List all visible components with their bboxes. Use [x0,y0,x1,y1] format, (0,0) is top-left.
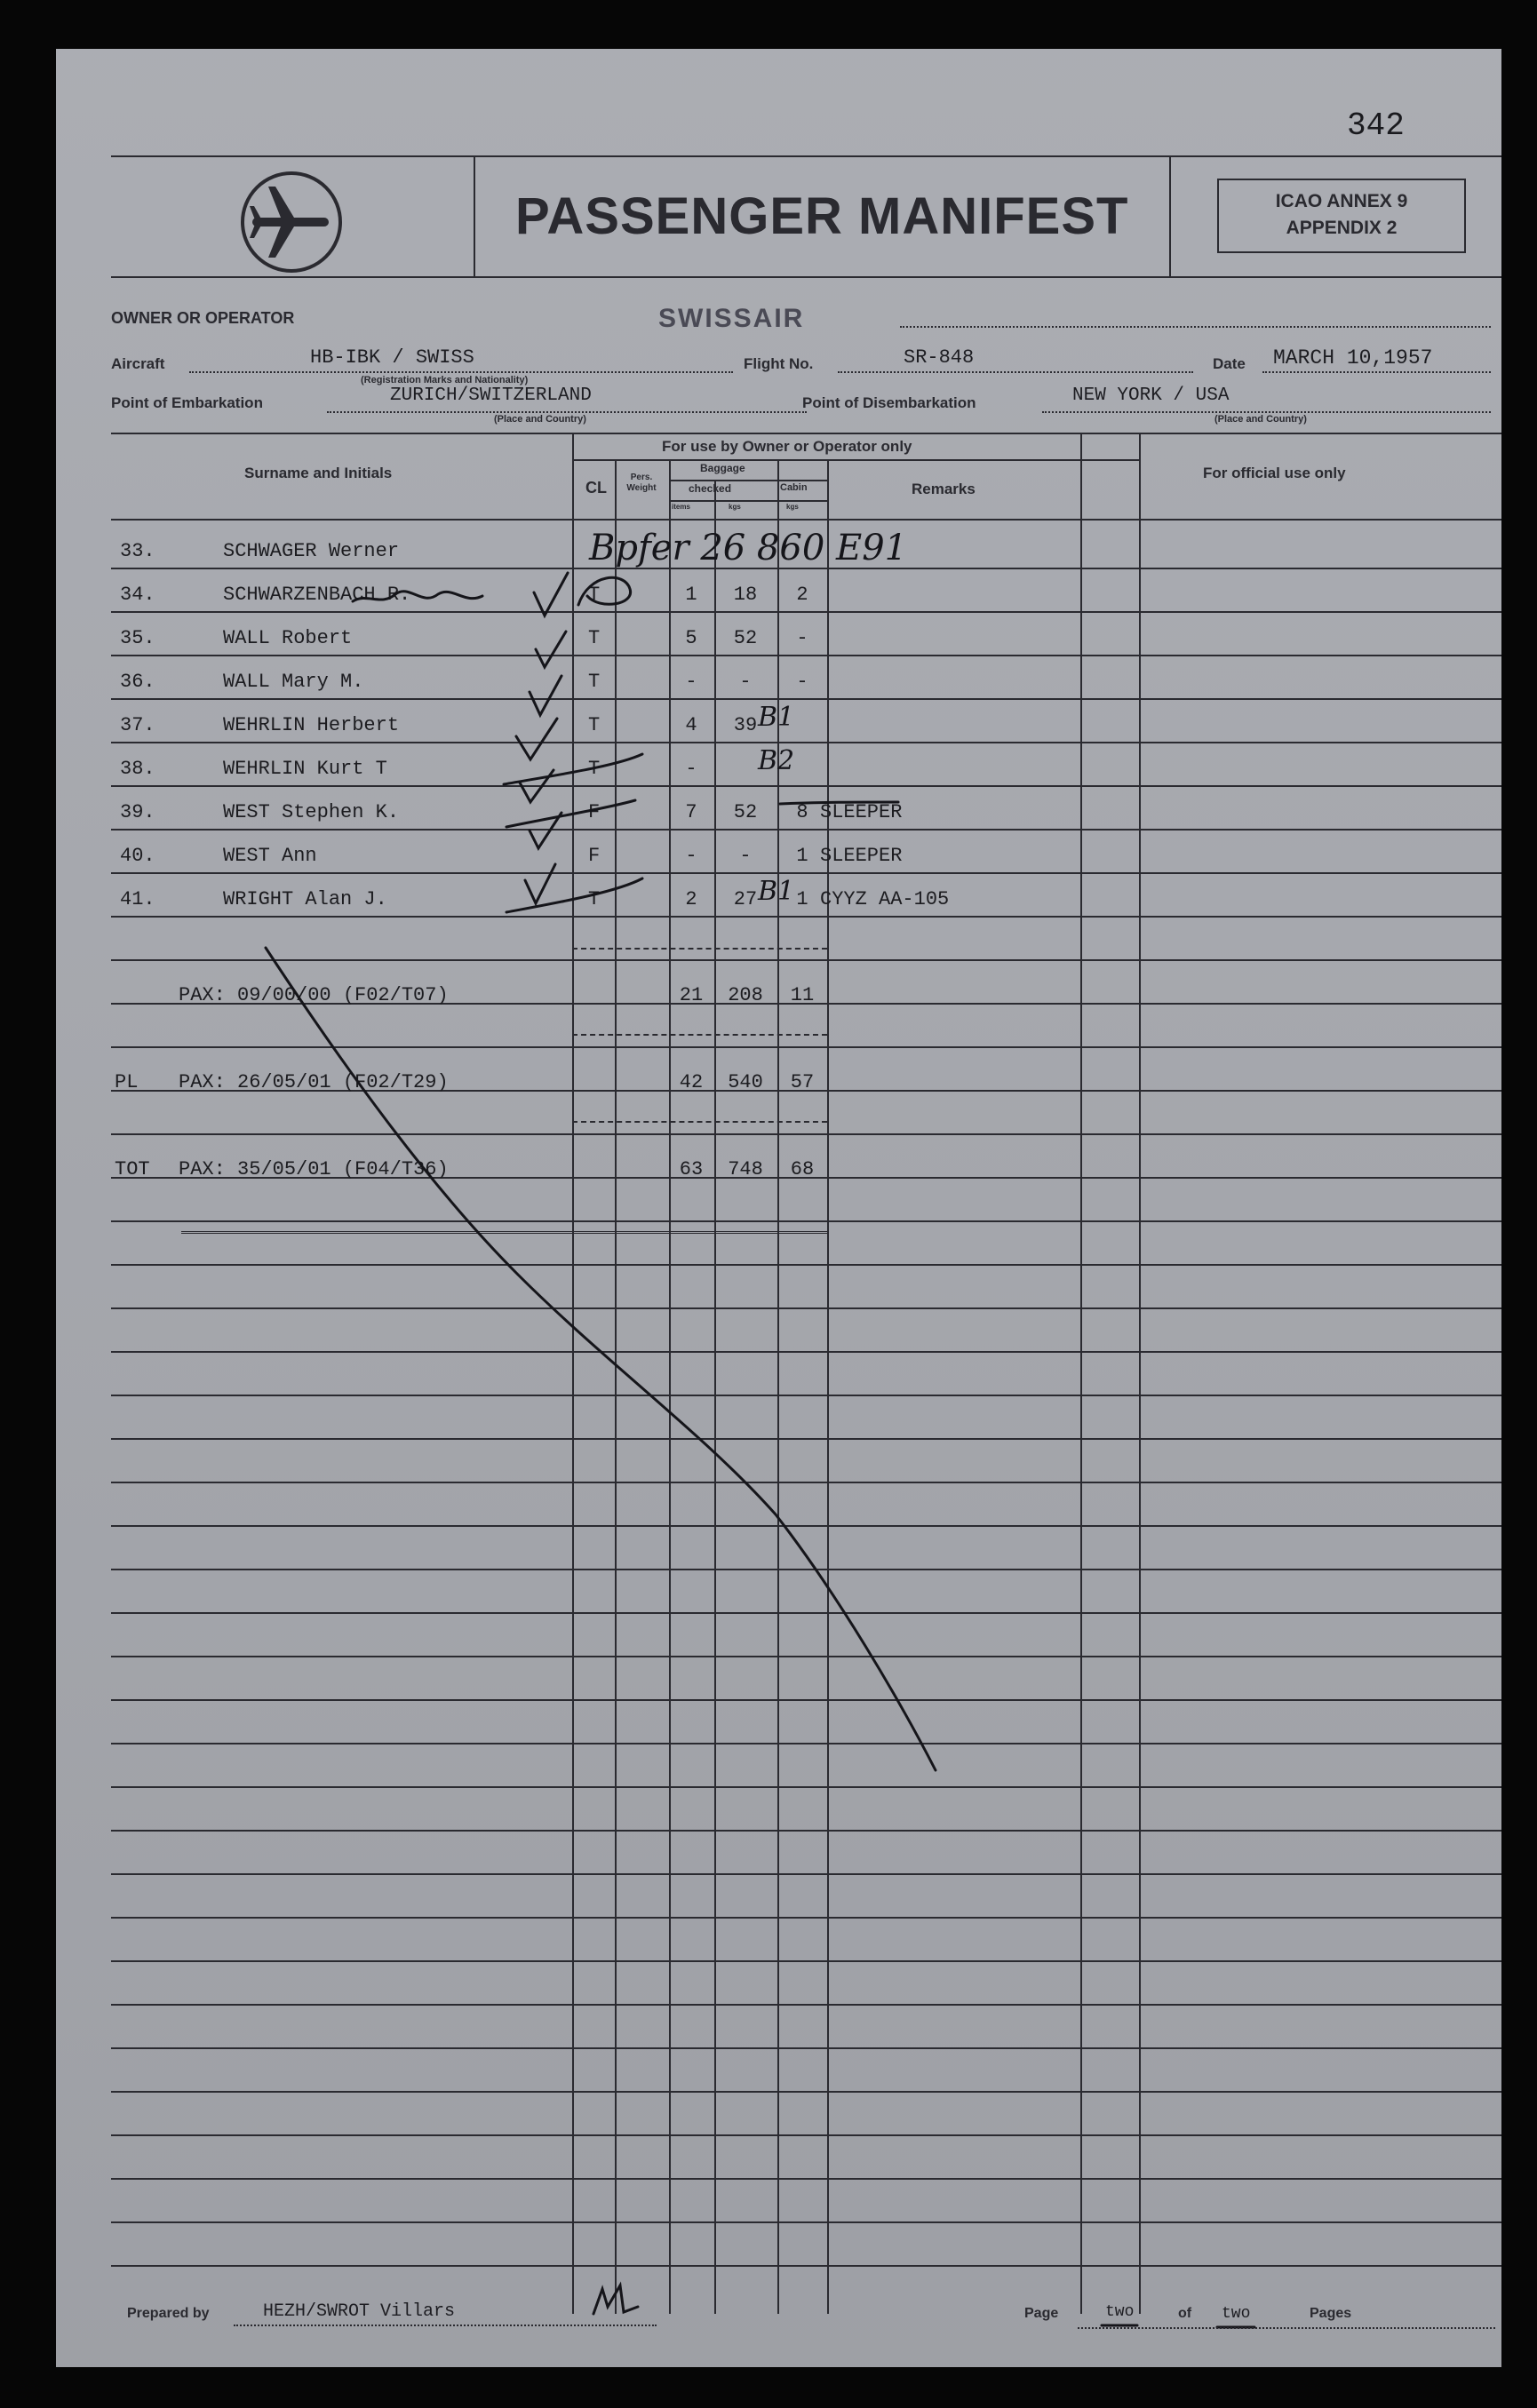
flight-label: Flight No. [744,355,814,372]
handwritten-note: Bpfer 26 860 E91 [589,528,908,568]
passenger-class: T [588,758,601,780]
passenger-number: 38. [120,758,155,780]
baggage-items: 7 [685,801,697,823]
remarks-header: Remarks [912,481,976,497]
baggage-kgs: 52 [733,801,758,823]
total-items: 21 [679,984,704,1006]
baggage-kgs: 18 [733,584,758,606]
embark-label: Point of Embarkation [111,394,263,411]
passenger-class: T [588,888,601,910]
page-title: PASSENGER MANIFEST [515,187,1129,245]
check-mark [516,719,557,759]
strike-line [506,800,635,827]
name-scribble [353,592,482,601]
passenger-name: SCHWAGER Werner [223,540,400,562]
embark-caption: (Place and Country) [494,414,586,425]
total-label: PAX: 26/05/01 (F02/T29) [179,1071,449,1093]
total-kgs: 748 [728,1158,763,1180]
passenger-name: WEST Ann [223,845,317,867]
passenger-remarks: SLEEPER [820,801,903,823]
page-label: Page [1024,2306,1059,2321]
baggage-kgs: - [739,845,752,867]
baggage-items: 1 [685,584,697,606]
passenger-name: WALL Robert [223,627,353,649]
pers-weight-header: Pers. Weight [626,473,657,493]
cabin-kgs: 2 [796,584,808,606]
passenger-number: 36. [120,671,155,693]
passenger-number: 39. [120,801,155,823]
date-value: MARCH 10,1957 [1273,346,1433,370]
of-value: two [1222,2305,1251,2323]
handwritten-note: B2 [758,745,795,776]
total-prefix: TOT [115,1158,150,1180]
baggage-header: Baggage [700,462,745,474]
flight-value: SR-848 [904,346,975,369]
baggage-items: - [685,758,697,780]
initials-mark [593,2285,638,2314]
aircraft-label: Aircraft [111,355,165,372]
passenger-name: WEST Stephen K. [223,801,400,823]
operator-name: SWISSAIR [658,304,805,333]
owner-label: OWNER OR OPERATOR [111,309,295,327]
passenger-remarks: CYYZ AA-105 [820,888,950,910]
aircraft-caption: (Registration Marks and Nationality) [361,375,529,385]
checked-header: checked [689,482,732,495]
cabin-kgs: - [796,671,808,693]
total-cabin: 11 [790,984,815,1006]
baggage-items: 2 [685,888,697,910]
official-use-header: For official use only [1203,465,1346,481]
check-mark [536,632,566,667]
manifest-sheet [56,49,1501,2367]
baggage-kgs: 52 [733,627,758,649]
passenger-class: T [588,714,601,736]
total-items: 63 [679,1158,704,1180]
cabin-header: Cabin [780,482,808,493]
strike-line [504,754,642,784]
passenger-number: 34. [120,584,155,606]
owner-use-header: For use by Owner or Operator only [662,438,912,455]
total-cabin: 57 [790,1071,815,1093]
aircraft-value: HB-IBK / SWISS [310,346,474,369]
baggage-items: - [685,845,697,867]
cancel-diagonal-line [266,948,936,1770]
total-label: PAX: 09/00/00 (F02/T07) [179,984,449,1006]
check-mark [520,770,553,802]
check-mark [530,676,561,715]
cabin-kgs: - [796,627,808,649]
check-mark [525,864,555,903]
disembark-label: Point of Disembarkation [802,394,976,411]
icao-annex-line1: ICAO ANNEX 9 [1275,191,1408,211]
passenger-name: WEHRLIN Herbert [223,714,400,736]
kgs-header-2: kgs [786,503,799,511]
baggage-kgs: 39 [733,714,758,736]
pages-label: Pages [1310,2306,1352,2321]
check-mark [534,573,568,616]
baggage-items: 4 [685,714,697,736]
passenger-class: F [588,801,601,823]
baggage-items: 5 [685,627,697,649]
prepared-by-label: Prepared by [127,2306,210,2321]
passenger-number: 40. [120,845,155,867]
total-kgs: 208 [728,984,763,1006]
total-prefix: PL [115,1071,139,1093]
passenger-remarks: SLEEPER [820,845,903,867]
disembark-value: NEW YORK / USA [1072,385,1230,406]
passenger-name: SCHWARZENBACH R. [223,584,411,606]
handwritten-note: B1 [758,702,795,733]
total-kgs: 540 [728,1071,763,1093]
handwritten-marks [56,49,1501,2367]
page-value: two [1105,2303,1135,2321]
total-cabin: 68 [790,1158,815,1180]
icao-annex-line2: APPENDIX 2 [1286,218,1398,238]
hand-loop [578,577,631,605]
passenger-number: 37. [120,714,155,736]
cabin-kgs: 8 [796,801,808,823]
passenger-class: F [588,845,601,867]
baggage-items: - [685,671,697,693]
disembark-caption: (Place and Country) [1214,414,1307,425]
passenger-name: WRIGHT Alan J. [223,888,387,910]
handwritten-note: B1 [758,876,795,907]
passenger-class: T [588,671,601,693]
passenger-number: 35. [120,627,155,649]
baggage-kgs: - [739,671,752,693]
passenger-name: WALL Mary M. [223,671,364,693]
strike-line [780,802,898,804]
date-label: Date [1213,355,1246,372]
cabin-kgs: 1 [796,888,808,910]
passenger-number: 41. [120,888,155,910]
embark-value: ZURICH/SWITZERLAND [390,385,592,406]
passenger-class: T [588,627,601,649]
surname-header: Surname and Initials [244,465,393,481]
items-header: items [672,503,690,511]
page-number: 342 [1347,107,1405,144]
passenger-name: WEHRLIN Kurt T [223,758,387,780]
prepared-by-value: HEZH/SWROT Villars [263,2301,456,2322]
total-label: PAX: 35/05/01 (F04/T36) [179,1158,449,1180]
passenger-class: T [588,584,601,606]
baggage-kgs: 27 [733,888,758,910]
kgs-header-1: kgs [729,503,741,511]
of-label: of [1178,2306,1192,2321]
passenger-number: 33. [120,540,155,562]
cabin-kgs: 1 [796,845,808,867]
total-items: 42 [679,1071,704,1093]
class-header: CL [585,479,607,497]
